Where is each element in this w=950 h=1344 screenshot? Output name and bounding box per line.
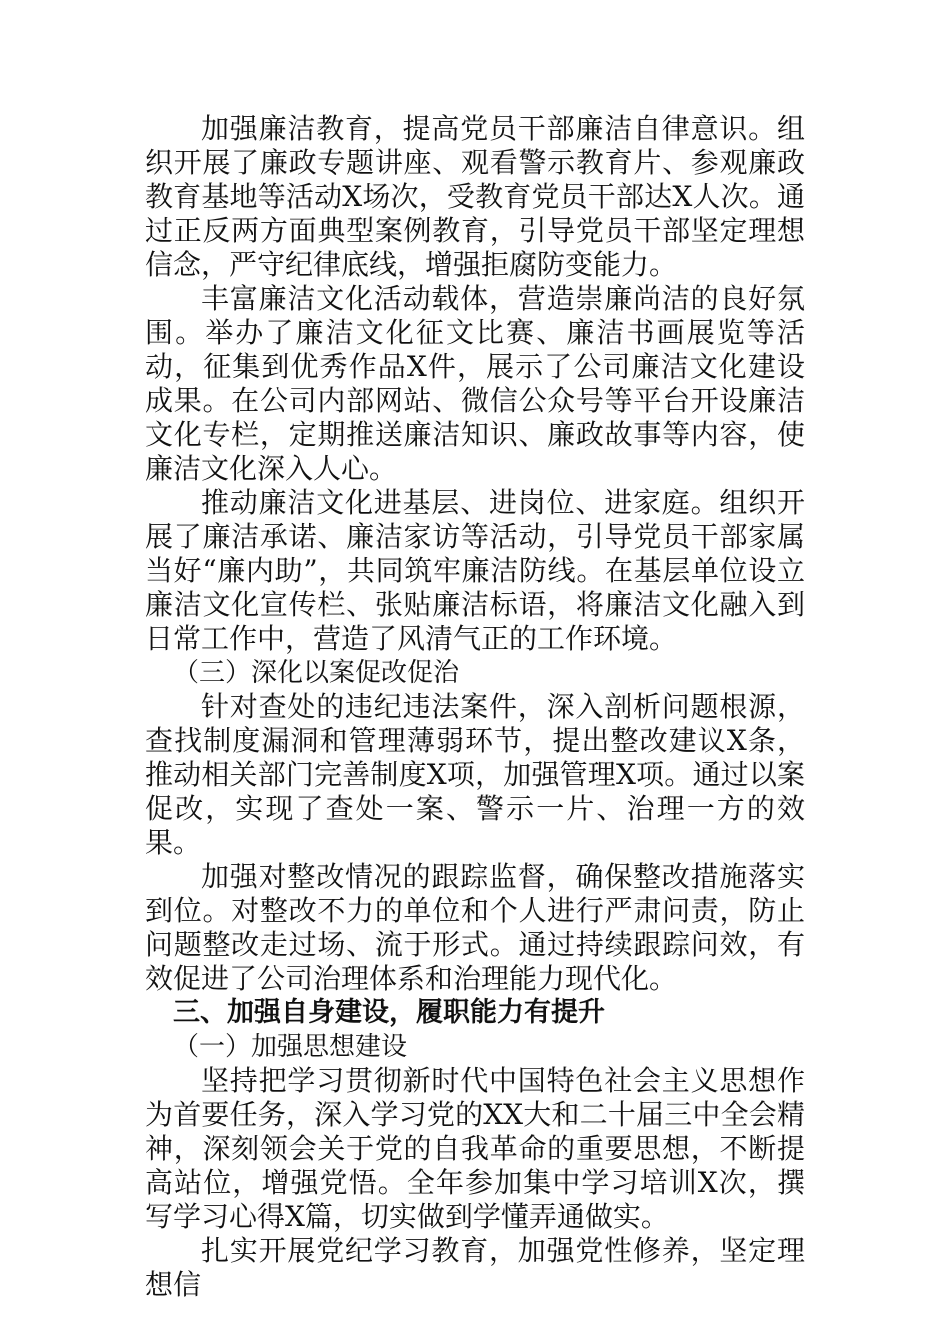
paragraph-rectification-supervision: 加强对整改情况的跟踪监督，确保整改措施落实到位。对整改不力的单位和个人进行严肃问责，防止问题整改走过场、流于形式。通过持续跟踪问效，有效促进了公司治理体系和治理能力现代化。 [145, 860, 805, 995]
paragraph-study-thought: 坚持把学习贯彻新时代中国特色社会主义思想作为首要任务，深入学习党的XX大和二十届三中全会精神，深刻领会关于党的自我革命的重要思想，不断提高站位，增强党悟。全年参加集中学习培训X次，撰写学习心得X篇，切实做到学懂弄通做实。 [145, 1064, 805, 1233]
paragraph-case-analysis: 针对查处的违纪违法案件，深入剖析问题根源，查找制度漏洞和管理薄弱环节，提出整改建议X条，推动相关部门完善制度X项，加强管理X项。通过以案促改，实现了查处一案、警示一片、治理一方的效果。 [145, 690, 805, 859]
document-page [145, 112, 805, 1302]
paragraph-integrity-education: 加强廉洁教育，提高党员干部廉洁自律意识。组织开展了廉政专题讲座、观看警示教育片、参观廉政教育基地等活动X场次，受教育党员干部达X人次。通过正反两方面典型案例教育，引导党员干部坚定理想信念，严守纪律底线，增强拒腐防变能力。 [145, 112, 805, 281]
chapter-heading-self-building: 三、加强自身建设，履职能力有提升 [173, 997, 605, 1028]
section-heading-ideological-building: （一）加强思想建设 [173, 1032, 408, 1062]
paragraph-party-discipline-study: 扎实开展党纪学习教育，加强党性修养，坚定理想信 [145, 1234, 805, 1301]
paragraph-integrity-culture-grassroots: 推动廉洁文化进基层、进岗位、进家庭。组织开展了廉洁承诺、廉洁家访等活动，引导党员干部家属当好“廉内助”，共同筑牢廉洁防线。在基层单位设立廉洁文化宣传栏、张贴廉洁标语，将廉洁文化融入到日常工作中，营造了风清气正的工作环境。 [145, 486, 805, 655]
section-heading-case-reform: （三）深化以案促改促治 [173, 658, 460, 688]
paragraph-integrity-culture-activities: 丰富廉洁文化活动载体，营造崇廉尚洁的良好氛围。举办了廉洁文化征文比赛、廉洁书画展览等活动，征集到优秀作品X件，展示了公司廉洁文化建设成果。在公司内部网站、微信公众号等平台开设廉洁文化专栏，定期推送廉洁知识、廉政故事等内容，使廉洁文化深入人心。 [145, 282, 805, 485]
